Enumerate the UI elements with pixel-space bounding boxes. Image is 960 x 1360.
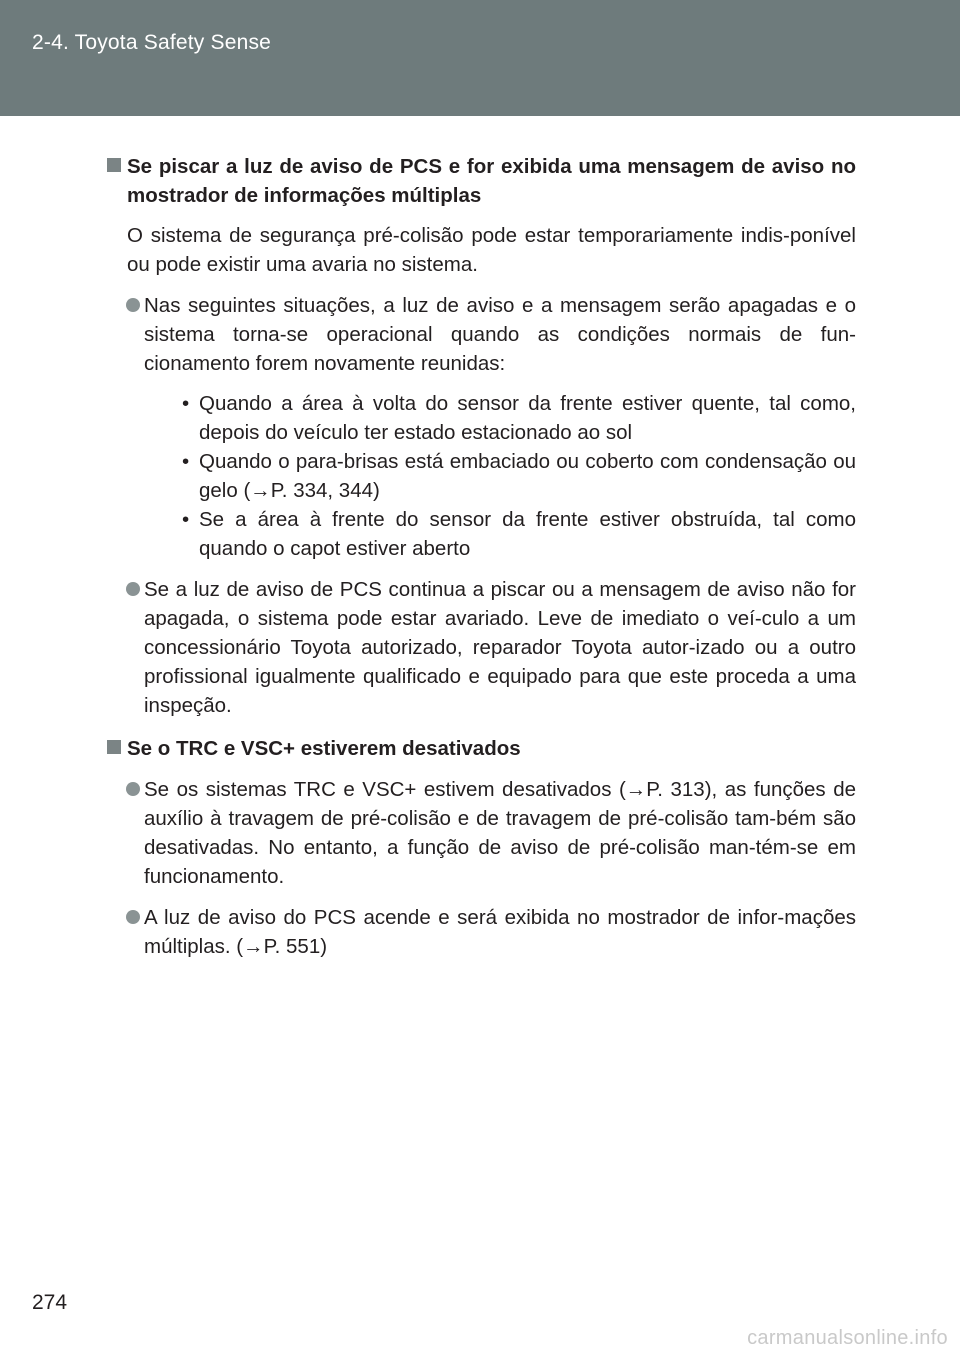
square-bullet-icon — [107, 158, 121, 172]
page-content — [107, 152, 856, 961]
sub-item — [144, 389, 856, 447]
dot-bullet-icon: • — [182, 392, 190, 415]
bullet-text: Se os sistemas TRC e VSC+ estivem desativados (→P. 313), as funções de auxílio à travagem de pré-colisão e de travagem de pré-colisão tam-bém são desativadas. No entanto, a função de aviso de pré-colisão man-tém-se em funcionamento. — [144, 778, 856, 888]
section-paragraph: O sistema de segurança pré-colisão pode estar temporariamente indis-ponível ou pode existir uma avaria no sistema. — [127, 224, 856, 276]
bullet-item — [107, 575, 856, 720]
section-heading-text: Se o TRC e VSC+ estiverem desativados — [127, 737, 521, 760]
bullet-item — [107, 903, 856, 961]
sub-item-text: Se a área à frente do sensor da frente estiver obstruída, tal como quando o capot estiver aberto — [199, 508, 856, 560]
dot-bullet-icon: • — [182, 450, 190, 473]
watermark: carmanualsonline.info — [747, 1327, 948, 1349]
sub-item — [144, 505, 856, 563]
sub-item-text: Quando a área à volta do sensor da frente estiver quente, tal como, depois do veículo ter estado estacionado ao sol — [199, 392, 856, 444]
bullet-item — [107, 775, 856, 891]
sub-list — [144, 389, 856, 563]
page-number: 274 — [32, 1291, 68, 1314]
section-trc-vsc — [107, 734, 856, 961]
bullet-text: Se a luz de aviso de PCS continua a piscar ou a mensagem de aviso não for apagada, o sistema pode estar avariado. Leve de imediato o veí-culo a um concessionário Toyota autorizado, reparador Toyota autor-izado ou a outro profissional igualmente qualificado e equipado para que este proceda a uma inspeção. — [144, 578, 856, 717]
square-bullet-icon — [107, 740, 121, 754]
section-pcs-warning — [107, 152, 856, 720]
sub-item — [144, 447, 856, 505]
sub-item-text: Quando o para-brisas está embaciado ou coberto com condensação ou gelo (→P. 334, 344) — [199, 450, 856, 502]
bullet-text: A luz de aviso do PCS acende e será exibida no mostrador de infor-mações múltiplas. (→P. 551) — [144, 906, 856, 958]
bullet-text: Nas seguintes situações, a luz de aviso e a mensagem serão apagadas e o sistema torna-se operacional quando as condições normais de fun-cionamento forem novamente reunidas: — [144, 294, 856, 375]
circle-bullet-icon — [126, 910, 140, 924]
section-heading — [107, 734, 856, 763]
section-title: 2-4. Toyota Safety Sense — [32, 31, 272, 54]
circle-bullet-icon — [126, 782, 140, 796]
section-heading — [107, 152, 856, 210]
circle-bullet-icon — [126, 298, 140, 312]
section-heading-text: Se piscar a luz de aviso de PCS e for exibida uma mensagem de aviso no mostrador de informações múltiplas — [127, 155, 856, 207]
bullet-item — [107, 291, 856, 563]
dot-bullet-icon: • — [182, 508, 190, 531]
circle-bullet-icon — [126, 582, 140, 596]
header-band — [0, 0, 960, 116]
